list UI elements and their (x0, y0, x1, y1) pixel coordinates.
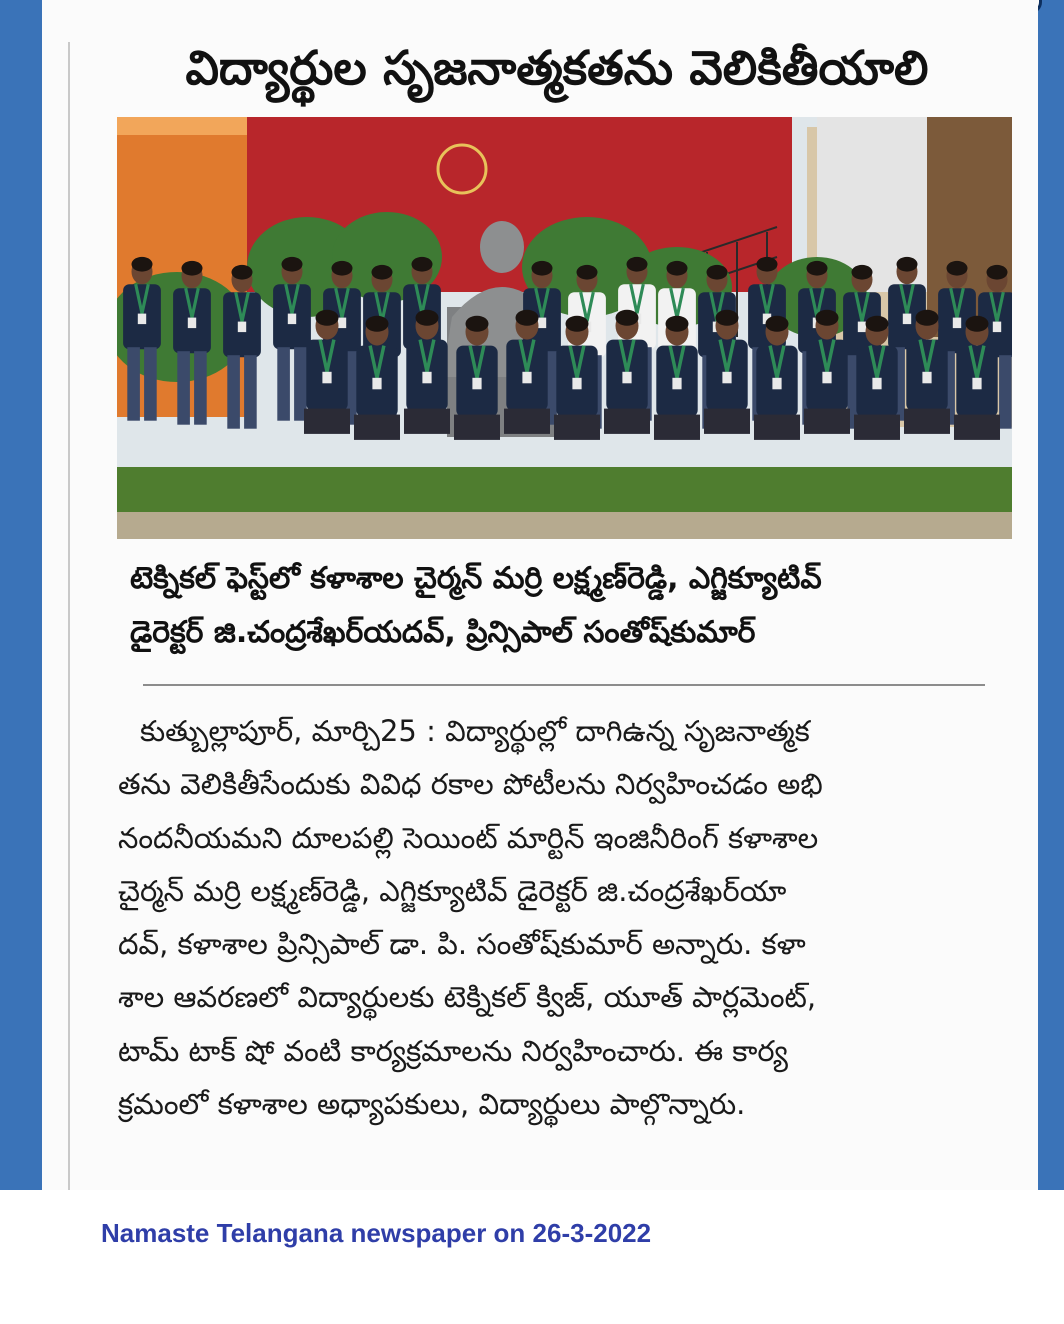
article-line: క్రమంలో కళాశాల అధ్యాపకులు, విద్యార్థులు పాల్గొన్నారు. (118, 1087, 746, 1122)
article-body (118, 705, 1018, 1131)
right-border (1038, 0, 1064, 1190)
caption-line: టెక్నికల్ ఫెస్ట్‌లో కళాశాల చైర్మన్ మర్రి లక్ష్మణ్‌రెడ్డి, ఎగ్జిక్యూటివ్ (130, 561, 822, 596)
article-line: తను వెలికితీసేందుకు వివిధ రకాల పోటీలను నిర్వహించడం అభి (118, 767, 823, 802)
article-line: టామ్ టాక్ షో వంటి కార్యక్రమాలను నిర్వహించారు. ఈ కార్య (118, 1033, 788, 1068)
caption-divider (143, 684, 985, 686)
article-line: కుత్బుల్లాపూర్, మార్చి25 : విద్యార్థుల్లో దాగిఉన్న సృజనాత్మక (140, 714, 810, 748)
photo-caption (130, 552, 1010, 660)
left-border (0, 0, 42, 1190)
group-photo-illustration (117, 117, 1012, 539)
column-rule (68, 42, 70, 1190)
caption-line: డైరెక్టర్ జి.చంద్రశేఖర్‌యదవ్, ప్రిన్సిపాల్ సంతోష్‌కుమార్ (130, 615, 756, 650)
headline: విద్యార్థుల సృజనాత్మకతను వెలికితీయాలి (185, 41, 929, 96)
article-line: చైర్మన్ మర్రి లక్ష్మణ్‌రెడ్డి, ఎగ్జిక్యూటివ్ డైరెక్టర్ జి.చంద్రశేఖర్‌యా (118, 873, 787, 908)
article-line: శాల ఆవరణలో విద్యార్థులకు టెక్నికల్ క్విజ్, యూత్ పార్లమెంట్, (118, 980, 817, 1015)
article-line: నందనీయమని దూలపల్లి సెయింట్ మార్టిన్ ఇంజినీరింగ్ కళాశాల (118, 820, 819, 855)
group-photo (117, 117, 1012, 539)
article-line: దవ్, కళాశాల ప్రిన్సిపాల్ డా. పి. సంతోష్‌కుమార్ అన్నారు. కళా (118, 927, 806, 962)
source-note: Namaste Telangana newspaper on 26-3-2022 (101, 1218, 652, 1248)
